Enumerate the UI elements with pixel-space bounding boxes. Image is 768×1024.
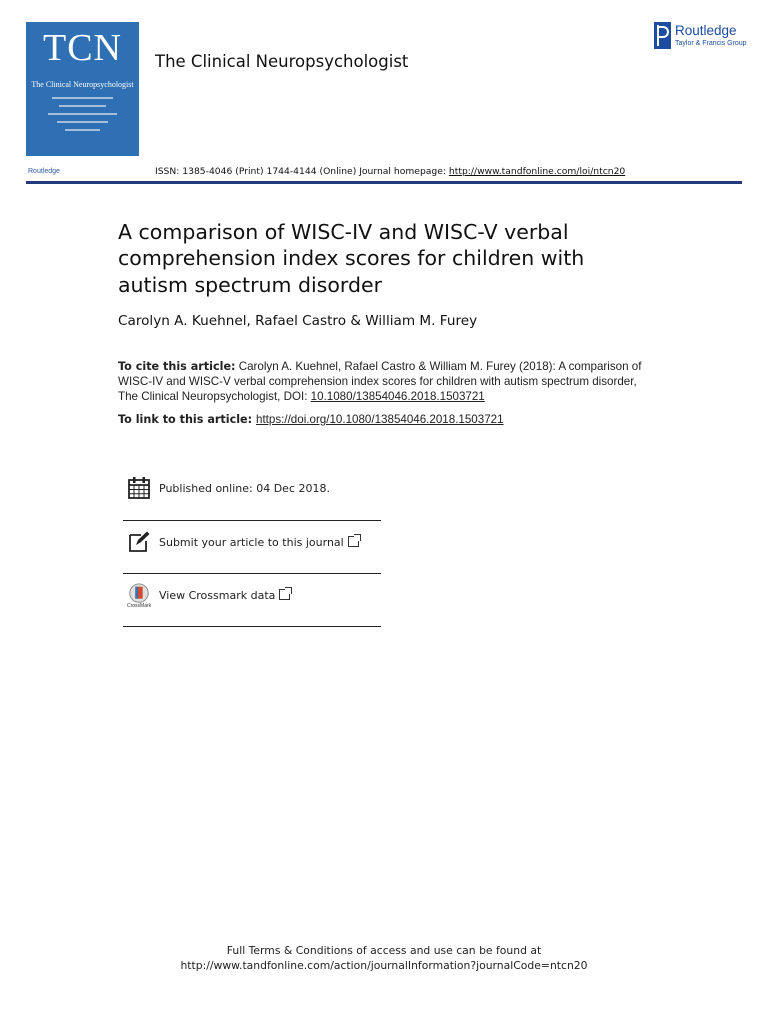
submit-article-label: [159, 536, 359, 549]
crossmark-text: View Crossmark data: [159, 589, 276, 602]
link-label: To link to this article:: [118, 413, 256, 426]
edit-icon: [127, 530, 151, 554]
cite-text: Carolyn A. Kuehnel, Rafael Castro & William M. Furey (2018): A comparison of WISC-IV and WISC-V verbal comprehension index scores for children with autism spectrum disorder, The Clinical Neuropsychologist, DOI:: [118, 360, 642, 404]
issn-text: ISSN: 1385-4046 (Print) 1744-4144 (Online) Journal homepage:: [155, 166, 449, 177]
calendar-icon: [127, 476, 151, 500]
divider: [123, 573, 381, 574]
divider: [123, 626, 381, 627]
article-authors: Carolyn A. Kuehnel, Rafael Castro & William M. Furey: [118, 313, 478, 329]
crossmark-icon-caption: CrossMark: [127, 603, 152, 609]
publisher-group: Taylor & Francis Group: [675, 40, 747, 47]
routledge-r-icon: [654, 22, 671, 49]
cover-publisher-mark: [28, 158, 68, 174]
crossmark-label: [159, 589, 290, 602]
doi-link[interactable]: 10.1080/13854046.2018.1503721: [310, 390, 485, 404]
terms-line: Full Terms & Conditions of access and use can be found at: [226, 944, 542, 957]
submit-article-text: Submit your article to this journal: [159, 536, 344, 549]
terms-url[interactable]: http://www.tandfonline.com/action/journalInformation?journalCode=ntcn20: [180, 959, 588, 972]
header-divider: [26, 181, 742, 184]
cover-title: The Clinical Neuropsychologist: [31, 80, 134, 89]
article-url-link[interactable]: https://doi.org/10.1080/13854046.2018.1503721: [256, 413, 504, 426]
published-online-item: [123, 476, 381, 522]
submit-article-link[interactable]: [123, 530, 381, 576]
publisher-name: Routledge: [675, 23, 737, 38]
cover-decoration: [40, 97, 126, 131]
cite-label: To cite this article:: [118, 360, 236, 373]
article-title: A comparison of WISC-IV and WISC-V verbal comprehension index scores for children with autism spectrum disorder: [118, 219, 585, 297]
citation-block: [118, 359, 648, 405]
cover-abbreviation: TCN: [43, 27, 122, 69]
publisher-logo[interactable]: [654, 22, 749, 52]
published-date: Published online: 04 Dec 2018.: [159, 482, 330, 495]
external-link-icon: [279, 589, 290, 600]
journal-name: The Clinical Neuropsychologist: [155, 52, 409, 71]
journal-cover: [26, 22, 139, 156]
issn-line: [155, 166, 625, 177]
journal-homepage-link[interactable]: http://www.tandfonline.com/loi/ntcn20: [448, 166, 626, 177]
article-link-block: [118, 413, 648, 426]
cover-publisher-text: Routledge: [28, 168, 60, 175]
terms-footer: [0, 943, 768, 973]
external-link-icon: [348, 536, 359, 547]
crossmark-link[interactable]: [123, 583, 381, 629]
divider: [123, 520, 381, 521]
